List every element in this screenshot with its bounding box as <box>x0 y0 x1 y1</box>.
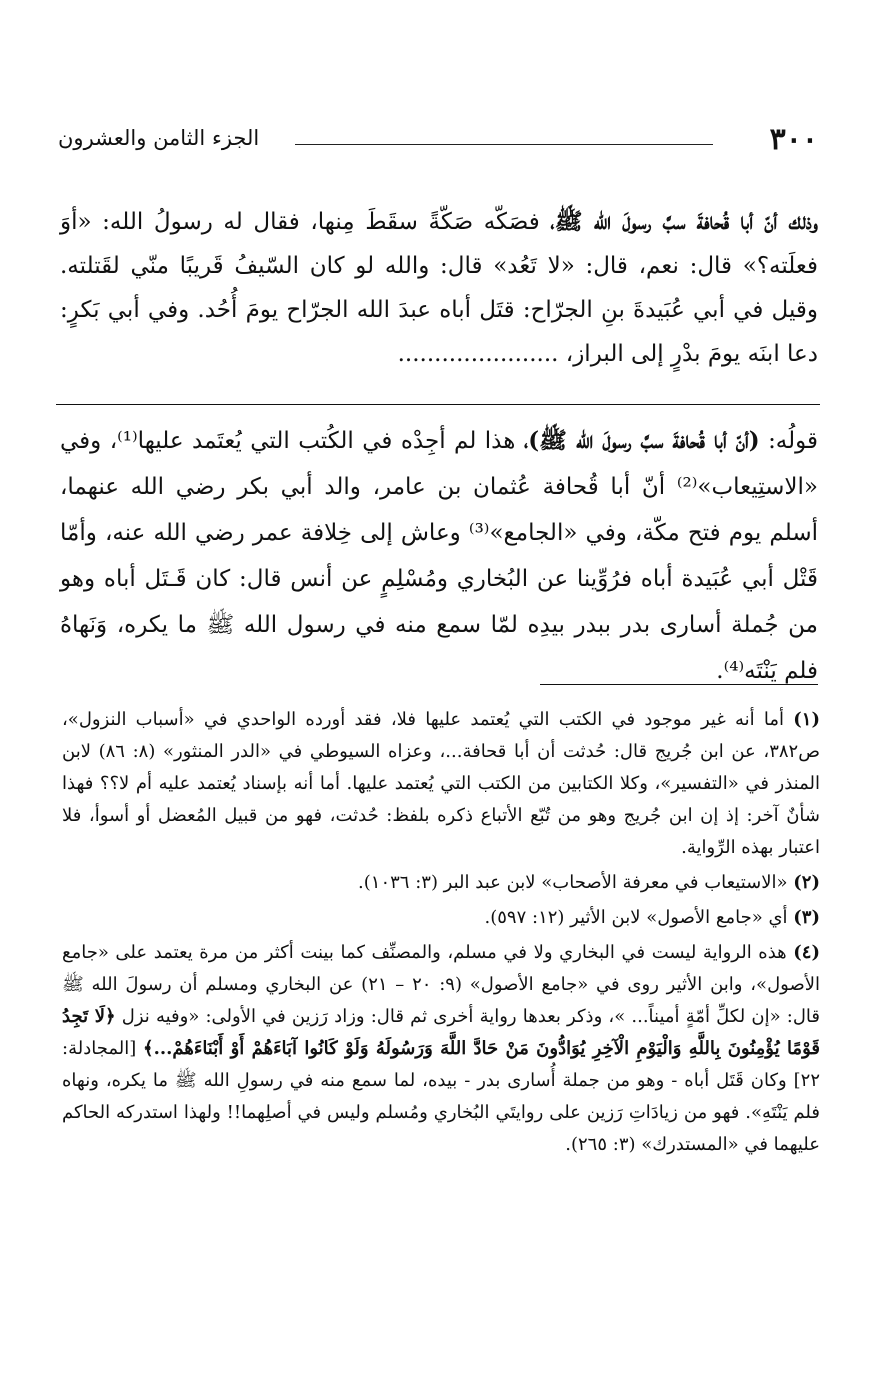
commentary-body: هذا لم أجِدْه في الكُتب التي يُعتَمد عليها⁽¹⁾، وفي «الاستِيعاب»⁽²⁾ أنّ أبا قُحافة عُثمان بن عامر، والد أبي بكر رضي الله عنهما، أسلم يوم فتح مكّة، وفي «الجامع»⁽³⁾ وعاش إلى خِلافة عمر رضي الله عنه، وأمّا قَتْل أبي عُبَيدة أباه فرُوِّينا عن البُخاري ومُسْلِمٍ عن أنس قال: كان قَـتَل أباه وهو من جُملة أسارى بدر ببدر بيدِه لمّا سمع منه في رسول الله ﷺ ما يكره، وَنَهاهُ فلم يَنْتَه⁽⁴⁾. <box>60 428 818 684</box>
footnote-number: (٢) <box>793 872 820 893</box>
footnote-text: أما أنه غير موجود في الكتب التي يُعتمد عليها فلا، فقد أورده الواحدي في «أسباب النزول»، ص٣٨٢، عن ابن جُريج قال: حُدثت أن أبا قحافة...، وعزاه السيوطي في «الدر المنثور» (٨: ٨٦) لابن المنذر في «التفسير»، وكلا الكتابين من الكتب التي يُعتمد عليها. أما أنه بإسناد يُعتمد عليه أم لا؟؟ فهذا شأنٌ آخر: إذ إن ابن جُريج وهو من تُبّع الأتباع ذكره بلفظ: حُدثت، فهو من قبيل المُعضل أو أسوأ، فلا اعتبار بهذه الرِّواية. <box>62 709 820 858</box>
commentary <box>60 418 818 694</box>
footnote-number: (٤) <box>793 942 820 963</box>
commentary-opening: قولُه: <box>768 428 819 454</box>
main-dots: ...................... <box>397 341 559 367</box>
running-title: الجزء الثامن والعشرون <box>58 126 260 150</box>
footnote-text: أي «جامع الأصول» لابن الأثير (١٢: ٥٩٧). <box>484 907 788 928</box>
page-number: ٣٠٠ <box>769 122 818 157</box>
quran-verse: ﴿لَا تَجِدُ قَوْمًا يُؤْمِنُونَ بِاللَّهِ وَالْيَوْمِ الْآخِرِ يُوَادُّونَ مَنْ حَادَّ اللَّهَ وَرَسُولَهُ وَلَوْ كَانُوا آبَاءَهُمْ أَوْ أَبْنَاءَهُمْ...﴾ <box>62 1006 820 1059</box>
footnote-text: «الاستيعاب في معرفة الأصحاب» لابن عبد البر (٣: ١٠٣٦). <box>358 872 788 893</box>
header-rule <box>295 144 713 145</box>
footnote-number: (٣) <box>793 907 820 928</box>
footnotes <box>62 704 820 1164</box>
main-bold-opening: وذلك أنّ أبا قُحافةَ سبَّ رسولَ الله ﷺ، <box>550 208 818 235</box>
commentary-quote: (أنّ أبا قُحافةَ سبَّ رسولَ الله ﷺ)، <box>523 427 760 454</box>
main-text <box>60 200 818 376</box>
commentary-paragraph <box>60 418 818 694</box>
main-paragraph <box>60 200 818 376</box>
footnote-1 <box>62 704 820 864</box>
footnote-number: (١) <box>793 709 820 730</box>
footnote-text: هذه الرواية ليست في البخاري ولا في مسلم، والمصنِّف كما بينت أكثر من مرة يعتمد على «جامع الأصول»، وابن الأثير روى في «جامع الأصول» (٩: ٢٠ – ٢١) عن البخاري ومسلم أن رسولَ الله ﷺ قال: «إن لكلِّ أمّةٍ أميناً... »، وذكر بعدها رواية أخرى ثم قال: وزاد رَزين في الأولى: «وفيه نزل <box>62 942 820 1027</box>
page-header <box>58 120 818 160</box>
footnote-2 <box>62 867 820 899</box>
footnote-3 <box>62 902 820 934</box>
footnote-4 <box>62 937 820 1161</box>
section-divider <box>56 404 820 405</box>
footnote-divider <box>540 684 818 685</box>
main-body: فصَكّه صَكّةً سقَطَ مِنها، فقال له رسولُ الله: «أوَ فعلَته؟» قال: نعم، قال: «لا تَعُد» قال: والله لو كان السّيفُ قَريبًا منّي لقَتلته. وقيل في أبي عُبَيدةَ بنِ الجرّاح: قتَل أباه عبدَ الله الجرّاح يومَ أُحُد. وفي أبي بَكرٍ: دعا ابنَه يومَ بدْرٍ إلى البراز، <box>60 209 818 367</box>
footnote-text-continued: [المجادلة: ٢٢] وكان قَتَل أباه - وهو من جملة أُسارى بدر - بيده، لما سمع منه في رسولِ الله ﷺ ما يكره، ونهاه فلم يَنْتَهِ». فهو من زيادَاتِ رَزين على روايتَي البُخاري ومُسلم وليس في أصلِهما!! ولهذا استدركه الحاكم عليهما في «المستدرك» (٣: ٢٦٥). <box>62 1038 820 1155</box>
